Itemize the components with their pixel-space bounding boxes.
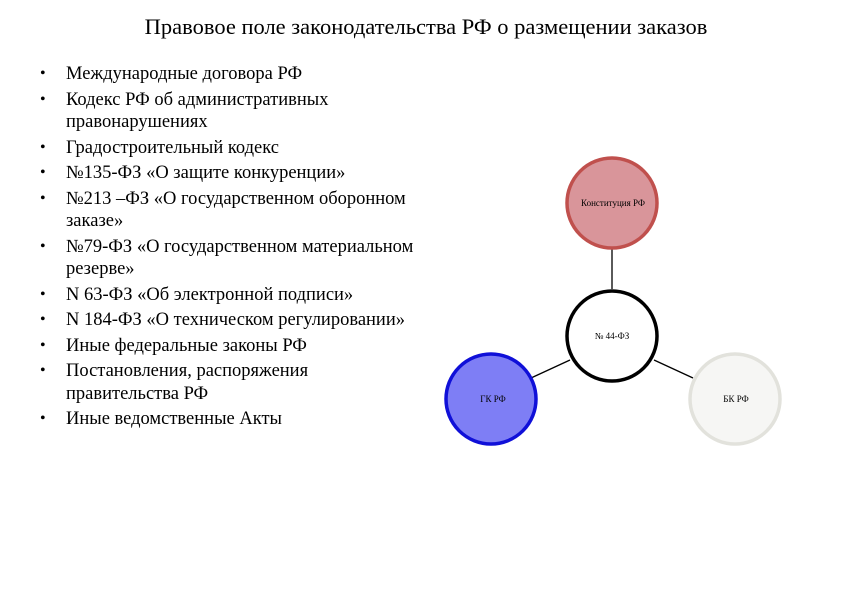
bullet-icon: • <box>40 410 46 427</box>
list-item-text: №135-ФЗ «О защите конкуренции» <box>66 163 346 183</box>
bullet-icon: • <box>40 138 46 156</box>
civil-code-label: ГК РФ <box>480 394 506 404</box>
bullet-icon: • <box>40 336 46 354</box>
list-item-text: Иные федеральные законы РФ <box>66 335 307 356</box>
list-item-text: №213 –ФЗ «О государственном оборонном заказе» <box>66 188 406 231</box>
budget-code-label: БК РФ <box>723 394 749 404</box>
center-label: № 44-ФЗ <box>594 331 630 341</box>
list-item-text: N 63-ФЗ «Об электронной подписи» <box>66 284 354 305</box>
list-item-text: Иные ведомственные Акты <box>66 409 282 429</box>
connector-budget-code <box>654 360 693 378</box>
slide-title: Правовое поле законодательства РФ о размещении заказов <box>144 14 708 39</box>
bullet-icon: • <box>40 164 46 181</box>
list-item-text: Кодекс РФ об административных правонарушениях <box>66 89 329 132</box>
list-item-text: N 184-ФЗ «О техническом регулировании» <box>66 310 405 330</box>
connector-civil-code <box>531 360 570 378</box>
bullet-icon: • <box>40 311 46 328</box>
bullet-icon: • <box>40 362 46 379</box>
bullet-icon: • <box>40 90 46 108</box>
bullet-icon: • <box>40 237 46 255</box>
bullet-icon: • <box>40 189 46 207</box>
list-item-text: Постановления, распоряжения правительства РФ <box>66 361 309 404</box>
bullet-icon: • <box>40 65 46 82</box>
bullet-icon: • <box>40 285 46 303</box>
list-item-text: Международные договора РФ <box>66 64 303 84</box>
list-item-text: Градостроительный кодекс <box>66 137 279 158</box>
constitution-label: Конституция РФ <box>581 198 645 208</box>
list-item-text: №79-ФЗ «О государственном материальном резерве» <box>66 236 414 279</box>
